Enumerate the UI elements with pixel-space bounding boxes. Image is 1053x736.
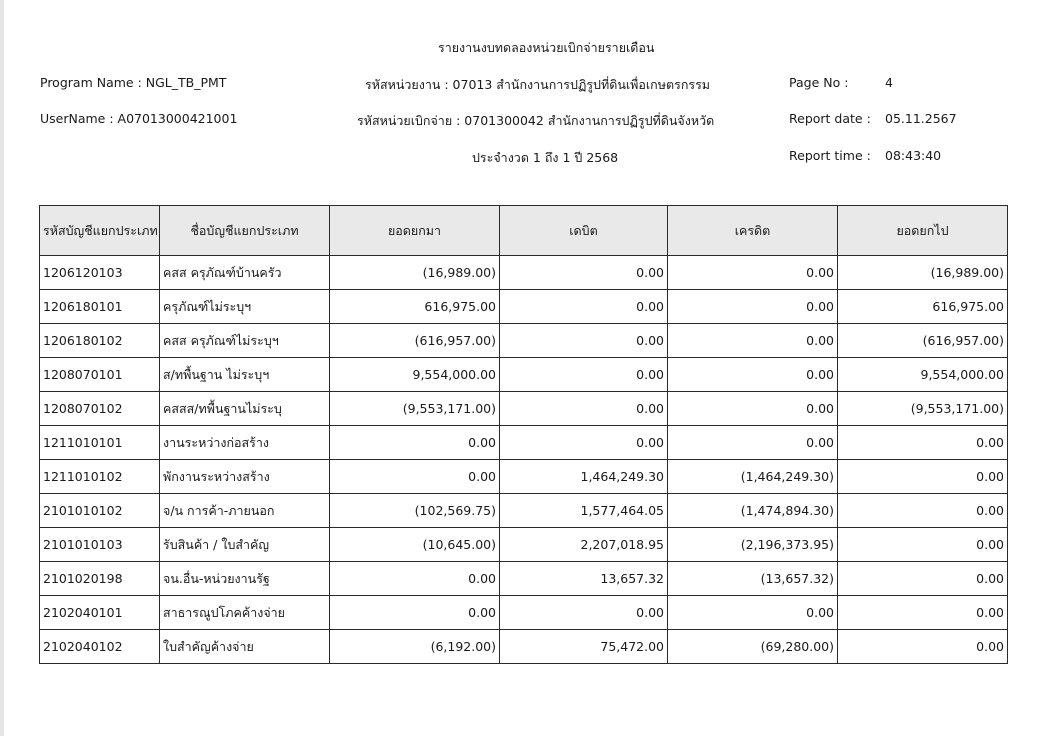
account-name-cell: งานระหว่างก่อสร้าง (160, 426, 330, 460)
debit-cell: 1,464,249.30 (500, 460, 668, 494)
disbursement-unit: รหัสหน่วยเบิกจ่าย : 0701300042 สำนักงานการปฏิรูปที่ดินจังหวัด (357, 113, 715, 128)
account-name-cell: พักงานระหว่างสร้าง (160, 460, 330, 494)
opening-balance-cell: (6,192.00) (330, 630, 500, 664)
header-account-code: รหัสบัญชีแยกประเภท (40, 206, 160, 256)
page-no-label: Page No : (789, 75, 849, 90)
credit-cell: 0.00 (668, 358, 838, 392)
closing-balance-cell: 0.00 (838, 630, 1008, 664)
opening-balance-cell: (9,553,171.00) (330, 392, 500, 426)
account-code-cell: 1211010102 (40, 460, 160, 494)
table-row (40, 358, 1008, 392)
table-row (40, 528, 1008, 562)
credit-cell: 0.00 (668, 324, 838, 358)
debit-cell: 0.00 (500, 290, 668, 324)
account-code-cell: 1206180102 (40, 324, 160, 358)
credit-cell: 0.00 (668, 392, 838, 426)
closing-balance-cell: 0.00 (838, 494, 1008, 528)
table-header-row (40, 206, 1008, 256)
credit-cell: (2,196,373.95) (668, 528, 838, 562)
table-row (40, 426, 1008, 460)
opening-balance-cell: (10,645.00) (330, 528, 500, 562)
opening-balance-cell: 9,554,000.00 (330, 358, 500, 392)
account-code-cell: 2102040101 (40, 596, 160, 630)
closing-balance-cell: 9,554,000.00 (838, 358, 1008, 392)
trial-balance-table (39, 205, 1008, 664)
report-title: รายงานงบทดลองหน่วยเบิกจ่ายรายเดือน (438, 40, 655, 55)
account-code-cell: 1206180101 (40, 290, 160, 324)
report-date-value: 05.11.2567 (885, 111, 957, 126)
table-row (40, 392, 1008, 426)
credit-cell: 0.00 (668, 290, 838, 324)
agency-code: รหัสหน่วยงาน : 07013 สำนักงานการปฏิรูปที่ดินเพื่อเกษตรกรรม (365, 77, 711, 92)
opening-balance-cell: 0.00 (330, 426, 500, 460)
account-name-cell: ใบสำคัญค้างจ่าย (160, 630, 330, 664)
closing-balance-cell: 0.00 (838, 596, 1008, 630)
closing-balance-cell: 0.00 (838, 426, 1008, 460)
table-body (40, 256, 1008, 664)
opening-balance-cell: 0.00 (330, 596, 500, 630)
program-name: Program Name : NGL_TB_PMT (40, 75, 227, 90)
account-code-cell: 2102040102 (40, 630, 160, 664)
closing-balance-cell: (16,989.00) (838, 256, 1008, 290)
account-name-cell: ครุภัณฑ์ไม่ระบุฯ (160, 290, 330, 324)
table-row (40, 630, 1008, 664)
opening-balance-cell: (16,989.00) (330, 256, 500, 290)
opening-balance-cell: 616,975.00 (330, 290, 500, 324)
table-row (40, 324, 1008, 358)
account-name-cell: คสสส/ทพื้นฐานไม่ระบุ (160, 392, 330, 426)
credit-cell: 0.00 (668, 426, 838, 460)
debit-cell: 0.00 (500, 596, 668, 630)
page-edge (0, 0, 4, 736)
table-row (40, 290, 1008, 324)
table-row (40, 562, 1008, 596)
account-code-cell: 1208070102 (40, 392, 160, 426)
debit-cell: 0.00 (500, 324, 668, 358)
closing-balance-cell: (616,957.00) (838, 324, 1008, 358)
report-time-label: Report time : (789, 148, 871, 163)
debit-cell: 13,657.32 (500, 562, 668, 596)
debit-cell: 0.00 (500, 358, 668, 392)
account-code-cell: 2101010103 (40, 528, 160, 562)
account-name-cell: รับสินค้า / ใบสำคัญ (160, 528, 330, 562)
account-code-cell: 1206120103 (40, 256, 160, 290)
header-opening-balance: ยอดยกมา (330, 206, 500, 256)
opening-balance-cell: (102,569.75) (330, 494, 500, 528)
closing-balance-cell: 0.00 (838, 528, 1008, 562)
closing-balance-cell: 0.00 (838, 460, 1008, 494)
report-date-label: Report date : (789, 111, 871, 126)
closing-balance-cell: 616,975.00 (838, 290, 1008, 324)
opening-balance-cell: 0.00 (330, 562, 500, 596)
header-debit: เดบิต (500, 206, 668, 256)
account-name-cell: คสส ครุภัณฑ์ไม่ระบุฯ (160, 324, 330, 358)
debit-cell: 0.00 (500, 426, 668, 460)
table-row (40, 494, 1008, 528)
account-name-cell: สาธารณูปโภคค้างจ่าย (160, 596, 330, 630)
account-name-cell: จ/น การค้า-ภายนอก (160, 494, 330, 528)
credit-cell: (1,474,894.30) (668, 494, 838, 528)
report-time-value: 08:43:40 (885, 148, 942, 163)
credit-cell: 0.00 (668, 256, 838, 290)
credit-cell: (1,464,249.30) (668, 460, 838, 494)
debit-cell: 1,577,464.05 (500, 494, 668, 528)
user-name: UserName : A07013000421001 (40, 111, 238, 126)
opening-balance-cell: (616,957.00) (330, 324, 500, 358)
debit-cell: 2,207,018.95 (500, 528, 668, 562)
account-code-cell: 2101010102 (40, 494, 160, 528)
table-row (40, 460, 1008, 494)
report-period: ประจำงวด 1 ถึง 1 ปี 2568 (472, 150, 619, 165)
debit-cell: 75,472.00 (500, 630, 668, 664)
table-row (40, 256, 1008, 290)
closing-balance-cell: 0.00 (838, 562, 1008, 596)
account-code-cell: 1208070101 (40, 358, 160, 392)
debit-cell: 0.00 (500, 256, 668, 290)
table-row (40, 596, 1008, 630)
account-name-cell: จน.อื่น-หน่วยงานรัฐ (160, 562, 330, 596)
account-name-cell: คสส ครุภัณฑ์บ้านครัว (160, 256, 330, 290)
header-account-name: ชื่อบัญชีแยกประเภท (160, 206, 330, 256)
account-code-cell: 1211010101 (40, 426, 160, 460)
credit-cell: 0.00 (668, 596, 838, 630)
opening-balance-cell: 0.00 (330, 460, 500, 494)
page-no-value: 4 (885, 75, 893, 90)
account-name-cell: ส/ทพื้นฐาน ไม่ระบุฯ (160, 358, 330, 392)
debit-cell: 0.00 (500, 392, 668, 426)
header-closing-balance: ยอดยกไป (838, 206, 1008, 256)
header-credit: เครดิต (668, 206, 838, 256)
account-code-cell: 2101020198 (40, 562, 160, 596)
credit-cell: (69,280.00) (668, 630, 838, 664)
closing-balance-cell: (9,553,171.00) (838, 392, 1008, 426)
credit-cell: (13,657.32) (668, 562, 838, 596)
